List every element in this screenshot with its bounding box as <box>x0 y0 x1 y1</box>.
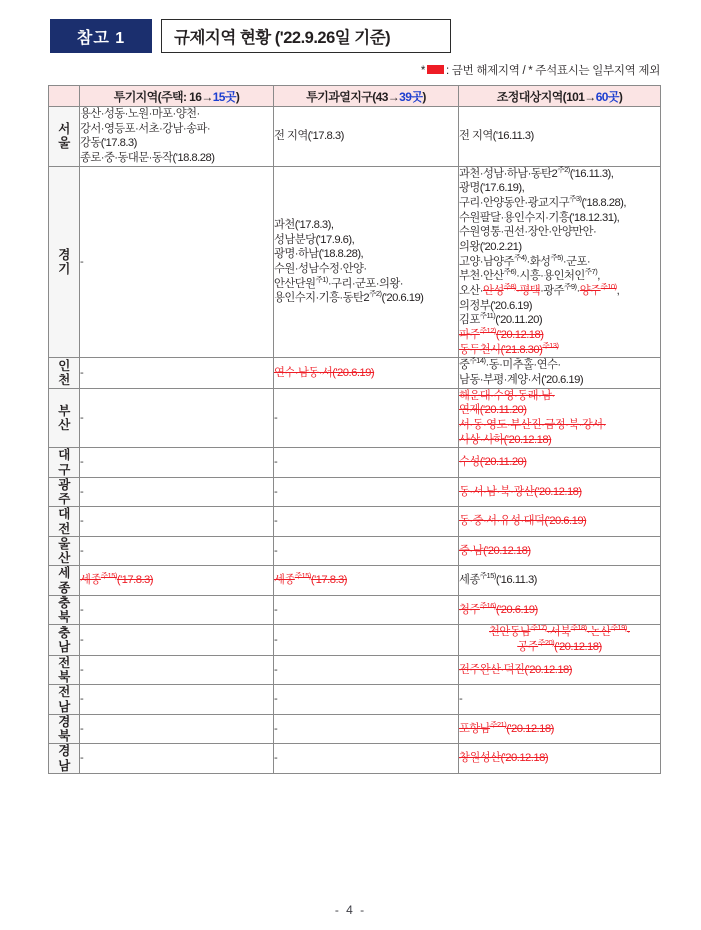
cell-인천-speculation <box>80 358 274 388</box>
cell-line: 동두천시$('21.8.30)^{주13)}$ <box>459 340 559 356</box>
cell-대구-overheated <box>274 448 459 478</box>
col-header-label: 투기지역(주택: 16→ <box>113 89 213 104</box>
col-header-count: 15곳 <box>212 89 236 104</box>
region-label-전남: 전 남 <box>49 685 80 715</box>
cell-line: 의왕('20.2.21) <box>459 241 522 254</box>
region-label-세종: 세 종 <box>49 566 80 596</box>
cell-line: - <box>274 663 278 676</box>
cell-line: 강서·영등포·서초·강남·송파· <box>80 122 211 135</box>
cell-전남-adjustment <box>459 685 661 715</box>
cell-충북-speculation <box>80 595 274 625</box>
cell-line: - <box>80 366 84 379</box>
cell-line: - <box>80 255 84 268</box>
cell-line: - <box>80 603 84 616</box>
cell-line: 서·동·영도·부산진·금정·북·강서· <box>459 419 606 432</box>
cell-line: 해운대·수영·동래·남· <box>459 389 555 402</box>
cell-line: 중$^{주14)}$·동·미추홀·연수· <box>459 356 561 372</box>
region-label-울산: 울 산 <box>49 536 80 566</box>
cell-충북-adjustment <box>459 595 661 625</box>
cell-line: - <box>459 693 463 706</box>
cell-line: 부천·안산$^{주6)}$·시흥·용인처인$^{주7)}$, <box>459 267 600 283</box>
page-number: - 4 - <box>334 903 367 917</box>
cell-line: - <box>80 456 84 469</box>
legend-asterisk: * <box>420 65 426 77</box>
region-label-경남: 경 남 <box>49 744 80 774</box>
table-row <box>49 685 661 715</box>
region-label-전북: 전 북 <box>49 655 80 685</box>
cell-line: 사상·사하('20.12.18) <box>459 433 552 446</box>
cell-line: 세종$^{주15)}$('17.8.3) <box>80 571 153 587</box>
cell-대구-speculation <box>80 448 274 478</box>
table-row <box>49 625 661 655</box>
region-label-광주: 광 주 <box>49 477 80 507</box>
cell-line: - <box>274 456 278 469</box>
cell-line: 전주완산·덕진('20.12.18) <box>459 663 572 676</box>
cell-광주-speculation <box>80 477 274 507</box>
cell-전북-speculation <box>80 655 274 685</box>
cell-경북-adjustment <box>459 714 661 744</box>
cell-전북-adjustment <box>459 655 661 685</box>
region-label-충북: 충 북 <box>49 595 80 625</box>
region-label-인천: 인 천 <box>49 358 80 388</box>
cell-line: 포항남$^{주21)}$('20.12.18) <box>459 719 554 735</box>
cell-부산-speculation <box>80 388 274 448</box>
cell-line: - <box>80 485 84 498</box>
table-header-row <box>49 86 661 107</box>
table-row <box>49 536 661 566</box>
col-header-count: 60곳 <box>595 89 619 104</box>
cell-충북-overheated <box>274 595 459 625</box>
cell-대전-speculation <box>80 507 274 537</box>
col-header-count: 39곳 <box>399 89 423 104</box>
cell-line: - <box>80 663 84 676</box>
cell-line: - <box>274 752 278 765</box>
cell-line: - <box>80 544 84 557</box>
cell-line: - <box>274 544 278 557</box>
cell-line: 동·서·남·북·광산('20.12.18) <box>459 485 582 498</box>
cell-line: 세종$^{주15)}$('17.8.3) <box>274 571 347 587</box>
table-row <box>49 714 661 744</box>
cell-서울-overheated <box>274 107 459 167</box>
region-label-경기: 경 기 <box>49 166 80 358</box>
cell-부산-adjustment <box>459 388 661 448</box>
table-row <box>49 507 661 537</box>
cell-울산-adjustment <box>459 536 661 566</box>
title-box <box>161 19 451 53</box>
cell-광주-adjustment <box>459 477 661 507</box>
cell-line: 과천·성남·하남·동탄$2^{주2)}('16.11.3)$, <box>459 164 614 180</box>
cell-울산-speculation <box>80 536 274 566</box>
col-header-label: 조정대상지역(101→ <box>496 89 596 104</box>
cell-전남-speculation <box>80 685 274 715</box>
cell-서울-adjustment <box>459 107 661 167</box>
cell-대전-overheated <box>274 507 459 537</box>
cell-세종-adjustment <box>459 566 661 596</box>
cell-line: 광명·하남('18.8.28), <box>274 248 364 261</box>
cell-line: - <box>274 722 278 735</box>
table-row <box>49 107 661 167</box>
cell-부산-overheated <box>274 388 459 448</box>
cell-line: 청주$^{주16)}$('20.6.19) <box>459 601 538 616</box>
cell-line: - <box>80 693 84 706</box>
cell-line: 연제('20.11.20) <box>459 404 527 417</box>
cell-경남-overheated <box>274 744 459 774</box>
cell-line: 천안동남$^{주17)}$·서북$^{주18)}$·논산$^{주19)}$· <box>489 623 630 639</box>
legend-note-text: : 금번 해제지역 / * 주석표시는 일부지역 제외 <box>446 65 660 77</box>
region-label-대전: 대 전 <box>49 507 80 537</box>
region-label-부산: 부 산 <box>49 388 80 448</box>
col-header-label-end: ) <box>618 89 623 104</box>
col-header-label: 투기과열지구(43→ <box>306 89 400 104</box>
cell-line: 동·중·서·유성·대덕('20.6.19) <box>459 515 587 528</box>
reference-badge: 참고 1 <box>50 19 152 53</box>
table-row <box>49 595 661 625</box>
page-title: 규제지역 현황 ('22.9.26일 기준) <box>174 29 391 47</box>
table-header <box>49 86 661 107</box>
cell-line: 의정부('20.6.19) <box>459 299 532 312</box>
region-label-서울: 서 울 <box>49 107 80 167</box>
cell-경북-speculation <box>80 714 274 744</box>
cell-line: - <box>80 633 84 646</box>
cell-세종-overheated <box>274 566 459 596</box>
header-corner <box>49 86 80 107</box>
cell-line: 구리·안양동안·광교지구$^{주3)}$('18.8.28), <box>459 194 626 210</box>
cell-line: 전 지역('16.11.3) <box>459 130 534 142</box>
cell-line: 수원팔달·용인수지·기흥('18.12.31), <box>459 211 620 224</box>
column-header-adjustment-area <box>459 86 661 107</box>
table-row <box>49 477 661 507</box>
cell-충남-overheated <box>274 625 459 655</box>
cell-경기-overheated <box>274 166 459 358</box>
region-label-대구: 대 구 <box>49 448 80 478</box>
cell-line: 성남분당('17.9.6), <box>274 233 355 246</box>
cell-전북-overheated <box>274 655 459 685</box>
cell-충남-adjustment <box>459 625 661 655</box>
table-row <box>49 358 661 388</box>
cell-line: 창원성산('20.12.18) <box>459 752 549 765</box>
cell-line: 오산·안성$^{주8)}$·평택·광주$^{주9)}$·양주$^{주10)}$, <box>459 282 620 298</box>
cell-서울-speculation <box>80 107 274 167</box>
cell-대구-adjustment <box>459 448 661 478</box>
table-row <box>49 744 661 774</box>
col-header-label-end: ) <box>422 89 426 104</box>
cell-line: 용인수지·기흥·동탄$2^{주2)}('20.6.19)$ <box>274 289 424 305</box>
cell-line: 고양·남양주$^{주4)}$·화성$^{주5)}$·군포· <box>459 252 591 268</box>
cell-line: 안산단원$^{주1)}$·구리·군포·의왕· <box>274 274 403 290</box>
cell-line: 김포$^{주11)}$('20.11.20) <box>459 311 543 327</box>
cell-충남-speculation <box>80 625 274 655</box>
cell-line: 수성('20.11.20) <box>459 456 527 469</box>
cell-인천-adjustment <box>459 358 661 388</box>
table-row <box>49 166 661 358</box>
cell-line: 용산·성동·노원·마포·양천· <box>80 108 200 120</box>
cell-경남-adjustment <box>459 744 661 774</box>
cell-line: 연수·남동·서('20.6.19) <box>274 366 375 379</box>
cell-line: - <box>274 603 278 616</box>
table-row <box>49 388 661 448</box>
cell-세종-speculation <box>80 566 274 596</box>
cell-line: - <box>274 411 278 424</box>
cell-울산-overheated <box>274 536 459 566</box>
document-title-bar <box>50 19 451 53</box>
cell-line: 수원·성남수정·안양· <box>274 263 367 276</box>
cell-경기-speculation <box>80 166 274 358</box>
table-row <box>49 655 661 685</box>
cell-line: 광명('17.6.19), <box>459 182 525 195</box>
cell-경북-overheated <box>274 714 459 744</box>
cell-line: 수원영통·권선·장안·안양만안· <box>459 226 597 239</box>
cell-line: 전 지역('17.8.3) <box>274 130 344 142</box>
cell-line: 종로·중·동대문·동작('18.8.28) <box>80 152 215 165</box>
cell-line: 공주$^{주20)}$('20.12.18) <box>517 638 602 654</box>
cell-line: 중·남('20.12.18) <box>459 544 531 557</box>
column-header-overheated-district <box>274 86 459 107</box>
cell-경남-speculation <box>80 744 274 774</box>
region-label-충남: 충 남 <box>49 625 80 655</box>
cell-line: 과천('17.8.3), <box>274 219 334 232</box>
cell-전남-overheated <box>274 685 459 715</box>
region-label-경북: 경 북 <box>49 714 80 744</box>
red-swatch-icon <box>427 65 444 74</box>
table-row <box>49 566 661 596</box>
cell-line: 남동·부평·계양·서('20.6.19) <box>459 374 584 387</box>
table-row <box>49 448 661 478</box>
table-body <box>49 107 661 774</box>
column-header-speculation-area <box>80 86 274 107</box>
cell-line: - <box>274 485 278 498</box>
cell-대전-adjustment <box>459 507 661 537</box>
regulated-areas-table <box>48 85 661 774</box>
col-header-label-end: ) <box>235 89 240 104</box>
cell-인천-overheated <box>274 358 459 388</box>
cell-line: - <box>80 722 84 735</box>
legend-note <box>0 62 660 78</box>
cell-line: 강동('17.8.3) <box>80 137 137 150</box>
cell-광주-overheated <box>274 477 459 507</box>
cell-line: - <box>80 752 84 765</box>
cell-line: - <box>274 633 278 646</box>
cell-경기-adjustment <box>459 166 661 358</box>
cell-line: 세종$^{주15)}$('16.11.3) <box>459 571 537 587</box>
cell-line: - <box>80 411 84 424</box>
cell-line: 파주$^{주12)}$('20.12.18) <box>459 326 544 342</box>
cell-line: - <box>274 515 278 528</box>
cell-line: - <box>274 693 278 706</box>
cell-line: - <box>80 515 84 528</box>
